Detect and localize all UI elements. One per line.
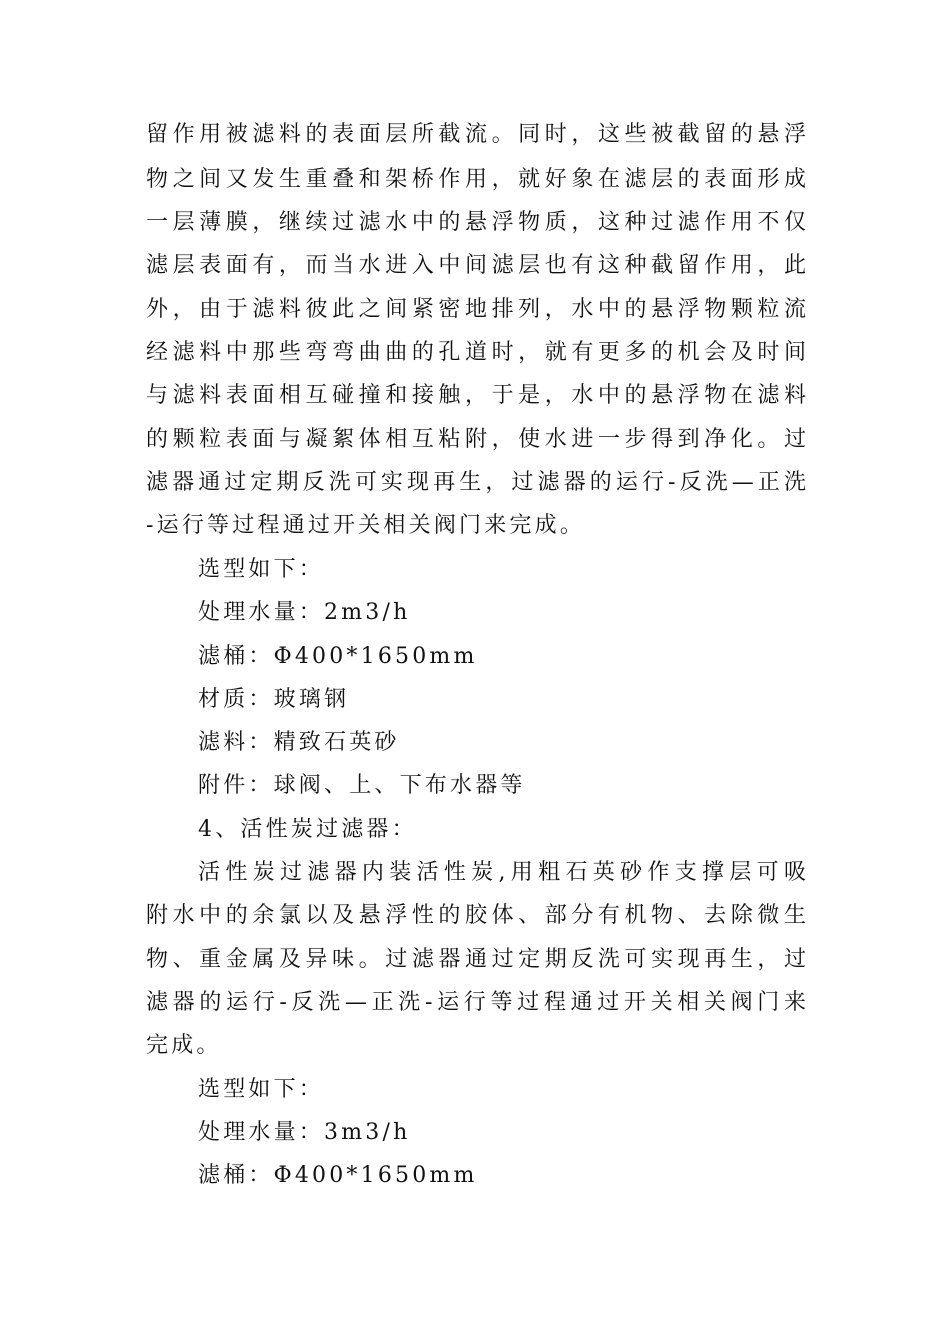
spec-heading: 选型如下：	[198, 557, 325, 582]
paragraph-line: 完成。	[146, 1033, 222, 1058]
paragraph-line: -运行等过程通过开关相关阀门来完成。	[146, 513, 586, 538]
spec-flow-rate: 处理水量：2m3/h	[198, 600, 411, 625]
paragraph-line: 活性炭过滤器内装活性炭,用粗石英砂作支撑层可吸	[198, 860, 806, 885]
spec-flow-rate: 处理水量：3m3/h	[198, 1120, 411, 1145]
spec-heading: 选型如下：	[198, 1077, 325, 1102]
spec-media: 滤料：精致石英砂	[198, 730, 400, 755]
section-title: 4、活性炭过滤器：	[198, 817, 417, 842]
spec-tank: 滤桶：Φ400*1650mm	[198, 644, 478, 669]
paragraph-line: 滤器通过定期反洗可实现再生，过滤器的运行-反洗—正洗	[146, 470, 806, 495]
paragraph-line: 的颗粒表面与凝絮体相互粘附，使水进一步得到净化。过	[146, 427, 806, 452]
paragraph-line: 附水中的余氯以及悬浮性的胶体、部分有机物、去除微生	[146, 903, 806, 928]
paragraph-line: 经滤料中那些弯弯曲曲的孔道时，就有更多的机会及时间	[146, 340, 806, 365]
paragraph-line: 物、重金属及异味。过滤器通过定期反洗可实现再生，过	[146, 947, 806, 972]
paragraph-line: 留作用被滤料的表面层所截流。同时，这些被截留的悬浮	[146, 122, 806, 147]
paragraph-line: 滤层表面有，而当水进入中间滤层也有这种截留作用，此	[146, 253, 806, 278]
spec-accessories: 附件：球阀、上、下布水器等	[198, 773, 526, 798]
spec-material: 材质：玻璃钢	[198, 687, 350, 712]
spec-tank: 滤桶：Φ400*1650mm	[198, 1163, 478, 1188]
paragraph-line: 外，由于滤料彼此之间紧密地排列，水中的悬浮物颗粒流	[146, 297, 806, 322]
paragraph-line: 一层薄膜，继续过滤水中的悬浮物质，这种过滤作用不仅	[146, 210, 806, 235]
paragraph-line: 滤器的运行-反洗—正洗-运行等过程通过开关相关阀门来	[146, 990, 806, 1015]
paragraph-line: 与滤料表面相互碰撞和接触，于是，水中的悬浮物在滤料	[146, 383, 806, 408]
paragraph-line: 物之间又发生重叠和架桥作用，就好象在滤层的表面形成	[146, 167, 806, 192]
